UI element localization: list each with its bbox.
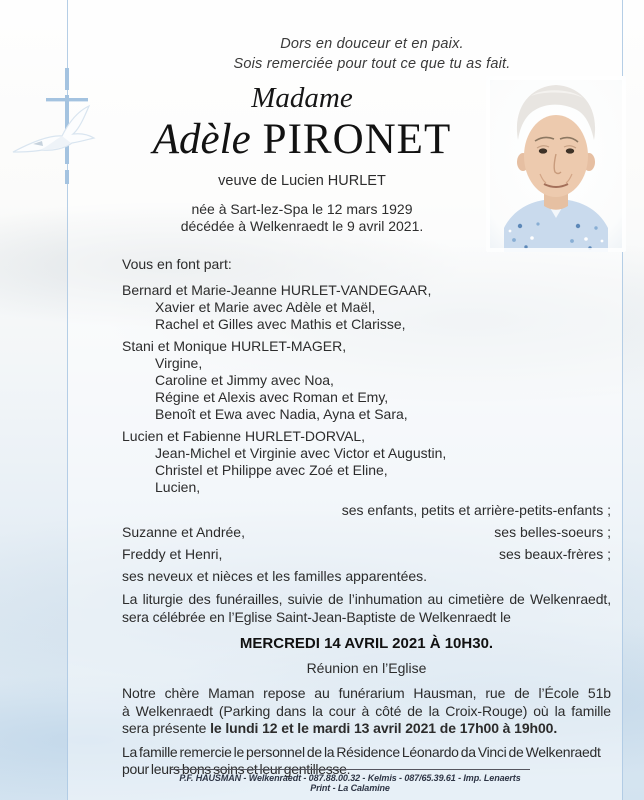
relation-row-children — [122, 501, 611, 519]
relation-label: ses beaux-frères ; — [498, 546, 611, 562]
ceremony-date: MERCREDI 14 AVRIL 2021 À 10H30. — [239, 635, 494, 652]
deceased-name — [92, 116, 512, 164]
intro-line: Vous en font part: — [122, 256, 232, 272]
relation-names: Suzanne et Andrée, — [122, 524, 245, 540]
deceased-last-name: PIRONET — [262, 116, 452, 163]
family-group-line: Xavier et Marie avec Adèle et Maël, — [155, 299, 376, 315]
family-group-line: Virgine, — [155, 355, 203, 371]
life-dates — [92, 201, 512, 235]
family-group-line: Rachel et Gilles avec Mathis et Clarisse, — [155, 316, 406, 332]
widow-line: veuve de Lucien HURLET — [218, 173, 386, 189]
relation-names: Freddy et Henri, — [122, 546, 223, 562]
thanks-line1: La famille remercie le personnel de la Résidence Léonardo da Vinci de Welkenraedt — [122, 743, 601, 760]
epigraph-line1: Dors en douceur et en paix. — [280, 36, 464, 52]
funeral-home-imprint: P.F. HAUSMAN - Welkenraedt - 087.88.00.32 - Kelmis - 087/65.39.61 - Imp. Lenaerts Print - La Calamine — [170, 769, 530, 793]
relation-label: ses enfants, petits et arrière-petits-enfants ; — [341, 502, 611, 518]
family-group-line: Christel et Philippe avec Zoé et Eline, — [155, 462, 388, 478]
death-line: décédée à Welkenraedt le 9 avril 2021. — [180, 218, 424, 234]
liturgy-line2: sera célébrée en l’Eglise Saint-Jean-Baptiste de Welkenraedt le — [122, 608, 511, 625]
relation-row-sisters — [122, 523, 611, 541]
closing-line: ses neveux et nièces et les familles apparentées. — [122, 568, 428, 584]
family-group-line: Caroline et Jimmy avec Noa, — [155, 372, 334, 388]
meeting-line: Réunion en l’Eglise — [306, 660, 427, 676]
deceased-header — [92, 82, 512, 235]
birth-line: née à Sart-lez-Spa le 12 mars 1929 — [191, 201, 413, 217]
thanks-line2: pour leurs bons soins et leur gentillesse. — [122, 761, 351, 777]
visitation-line3-normal: sera présente — [122, 720, 211, 736]
family-group-line: Régine et Alexis avec Roman et Emy, — [155, 389, 389, 405]
visitation-line3 — [122, 720, 611, 738]
family-group-line: Benoît et Ewa avec Nadia, Ayna et Sara, — [155, 406, 408, 422]
family-group-line: Jean-Michel et Virginie avec Victor et Augustin, — [155, 445, 447, 461]
epigraph — [122, 34, 622, 74]
deceased-title: Madame — [251, 82, 353, 114]
liturgy-line1: La liturgie des funérailles, suivie de l’inhumation au cimetière de Welkenraedt, — [122, 591, 611, 607]
epigraph-line2: Sois remerciée pour tout ce que tu as fait. — [233, 56, 511, 72]
family-group-head: Bernard et Marie-Jeanne HURLET-VANDEGAAR, — [122, 282, 432, 298]
relation-label: ses belles-soeurs ; — [494, 524, 611, 540]
liturgy-paragraph — [122, 591, 611, 626]
deceased-first-name: Adèle — [152, 116, 251, 163]
family-group-1 — [122, 282, 611, 333]
visitation-line2: à Welkenraedt (Parking dans la cour à côté de la Croix-Rouge) où la famille — [122, 702, 611, 719]
family-group-head: Stani et Monique HURLET-MAGER, — [122, 338, 347, 354]
family-group-2 — [122, 338, 611, 423]
announcement-body — [122, 256, 611, 779]
family-group-head: Lucien et Fabienne HURLET-DORVAL, — [122, 428, 366, 444]
family-group-3 — [122, 428, 611, 496]
visitation-line3-bold: le lundi 12 et le mardi 13 avril 2021 de 17h00 à 19h00. — [210, 720, 558, 736]
relation-row-brothers — [122, 545, 611, 563]
family-group-line: Lucien, — [155, 479, 201, 495]
visitation-paragraph — [122, 685, 611, 738]
visitation-line1: Notre chère Maman repose au funérarium Hausman, rue de l’École 51b — [122, 685, 611, 701]
